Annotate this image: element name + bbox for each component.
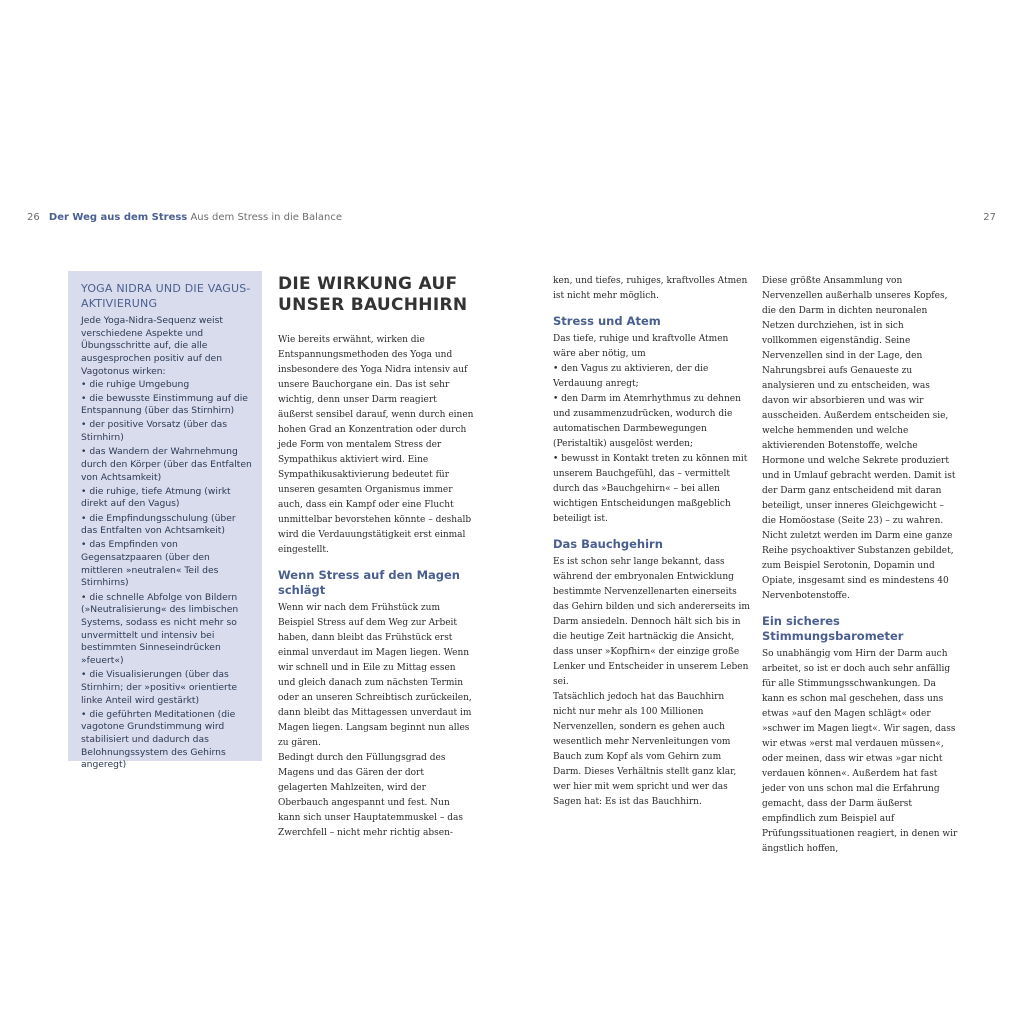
- right-page-number: 27: [983, 212, 996, 223]
- sidebar-list-item: • das Empfinden von Gegensatzpaaren (über den mittleren »neutralen« Teil des Stirnhirns): [81, 539, 219, 589]
- section-title: Der Weg aus dem Stress: [48, 212, 188, 223]
- bullet-item: • den Vagus zu aktivieren, der die Verdauung anregt;: [553, 364, 709, 389]
- sidebar-intro: Jede Yoga-Nidra-Sequenz weist verschiedene Aspekte und Übungsschritte auf, die alle ausgesprochen positiv auf den Vagotonus wirken:: [81, 315, 224, 377]
- sidebar-list-item: • der positive Vorsatz (über das Stirnhirn): [81, 419, 228, 444]
- paragraph: ken, und tiefes, ruhiges, kraftvolles Atmen ist nicht mehr möglich.: [553, 276, 748, 301]
- paragraph: Tatsächlich jedoch hat das Bauchhirn nicht nur mehr als 100 Millionen Nervenzellen, sondern es gehen auch wesentlich mehr Nervenleitungen vom Bauch zum Kopf als vom Gehirn zum Darm. Dieses Verhältnis stellt ganz klar, wer hier mit wem spricht und wer das Sagen hat: Es ist das Bauchhirn.: [553, 692, 737, 807]
- paragraph: Es ist schon sehr lange bekannt, dass während der embryonalen Entwicklung bestimmte Nervenzellenarten einerseits das Gehirn bilden und sich andererseits im Darm ansiedeln. Dennoch hält sich bis in die heutige Zeit hartnäckig die Ansicht, dass unser »Kopfhirn« der einzige große Lenker und Entscheider in unserem Leben sei.: [553, 557, 750, 687]
- paragraph: Wenn wir nach dem Frühstück zum Beispiel Stress auf dem Weg zur Arbeit haben, dann bleibt das Frühstück erst einmal unverdaut im Magen liegen. Wenn wir schnell und in Eile zu Mittag essen und gleich danach zum nächsten Termin oder an unseren Schreibtisch zurückeilen, dann bleibt das Mittagessen unverdaut im Magen liegen. Langsam beginnt nun alles zu gären.: [278, 603, 472, 748]
- subheading-magen: Wenn Stress auf den Magen schlägt: [278, 568, 460, 597]
- sidebar-list-item: • die geführten Meditationen (die vagotone Grundstimmung wird stabilisiert und dadurch das Belohnungssystem des Gehirns angeregt): [81, 708, 236, 771]
- paragraph: Diese größte Ansammlung von Nervenzellen außerhalb unseres Kopfes, die den Darm in dichten neuronalen Netzen durchziehen, ist in sich vollkommen eigenständig. Seine Nervenzellen sind in der Lage, den Nahrungsbrei aufs Genaueste zu analysieren und zu entscheiden, was davon wir absorbieren und was wir ausscheiden. Außerdem entscheiden sie, welche hemmenden und welche aktivierenden Botenstoffe, welche Hormone und welche Sekrete produziert und in Umlauf gebracht werden. Damit ist der Darm ganz entscheidend mit daran beteiligt, unser inneres Gleichgewicht – die Homöostase (Seite 23) – zu wahren. Nicht zuletzt werden im Darm eine ganze Reihe psychoaktiver Substanzen gebildet, zum Beispiel Serotonin, Dopamin und Opiate, insgesamt sind es mindestens 40 Nervenbotenstoffe.: [762, 276, 956, 601]
- sidebar-list-item: • die Empfindungsschulung (über das Entfalten von Achtsamkeit): [81, 512, 236, 537]
- sidebar-list-item: • die schnelle Abfolge von Bildern (»Neutralisierung« des limbischen Systems, sodass es nicht mehr so unvermittelt und intensiv bei bestimmten Sinneseindrücken »feuert«): [81, 591, 239, 667]
- subheading-atem: Stress und Atem: [553, 314, 661, 328]
- subheading-barometer: Ein sicheres Stimmungsbarometer: [762, 614, 904, 643]
- intro-paragraph: Wie bereits erwähnt, wirken die Entspannungsmethoden des Yoga und insbesondere des Yoga Nidra intensiv auf unsere Bauchorgane ein. Das ist sehr wichtig, denn unser Darm reagiert äußerst sensibel darauf, wenn durch einen hohen Grad an Konzentration oder durch jede Form von mentalem Stress der Sympathikus aktiviert wird. Eine Sympathikusaktivierung bedeutet für unseren gesamten Organismus immer auch, dass ein Kampf oder eine Flucht unmittelbar bevorstehen könnte – deshalb wird die Verdauungstätigkeit erst einmal eingestellt.: [278, 335, 474, 555]
- bullet-item: • den Darm im Atemrhythmus zu dehnen und zusammenzudrücken, wodurch die automatischen Darmbewegungen (Peristaltik) ausgelöst werden;: [553, 394, 741, 449]
- left-page-number: 26: [27, 212, 40, 223]
- sidebar-list: [81, 379, 254, 773]
- paragraph: Das tiefe, ruhige und kraftvolle Atmen wäre aber nötig, um: [553, 334, 729, 359]
- sidebar-list-item: • die ruhige Umgebung: [81, 378, 190, 390]
- sidebar-list-item: • das Wandern der Wahrnehmung durch den Körper (über das Entfalten von Achtsamkeit): [81, 446, 252, 483]
- paragraph: So unabhängig vom Hirn der Darm auch arbeitet, so ist er doch auch sehr anfällig für alle Stimmungsschwankungen. Da kann es schon mal geschehen, dass uns etwas »auf den Magen schlägt« oder »schwer im Magen liegt«. Wir sagen, dass wir etwas »erst mal verdauen müssen«, oder meinen, dass wir etwas »gar nicht verdauen können«. Außerdem hat fast jeder von uns schon mal die Erfahrung gemacht, dass der Darm äußerst empfindlich zum Beispiel auf Prüfungssituationen reagiert, in denen wir ängstlich hoffen,: [762, 649, 958, 854]
- text-column-3: [762, 274, 960, 857]
- sidebar-title: YOGA NIDRA UND DIE VAGUS-AKTIVIERUNG: [81, 282, 251, 310]
- text-column-1: [278, 274, 474, 841]
- article-title: DIE WIRKUNG AUF UNSER BAUCHHIRN: [278, 274, 468, 315]
- sidebar-list-item: • die ruhige, tiefe Atmung (wirkt direkt auf den Vagus): [81, 485, 231, 510]
- sidebar-list-item: • die Visualisierungen (über das Stirnhirn; der »positiv« orientierte linke Anteil wird gestärkt): [81, 669, 238, 706]
- sidebar-list-item: • die bewusste Einstimmung auf die Entspannung (über das Stirnhirn): [81, 392, 248, 417]
- running-header: [27, 212, 342, 223]
- subsection-title: Aus dem Stress in die Balance: [190, 212, 342, 223]
- text-column-2: [553, 274, 750, 810]
- sidebar-box: [68, 271, 262, 771]
- bullet-item: • bewusst in Kontakt treten zu können mit unserem Bauchgefühl, das – vermittelt durch das »Bauchgehirn« – bei allen wichtigen Entscheidungen maßgeblich beteiligt ist.: [553, 454, 748, 524]
- paragraph: Bedingt durch den Füllungsgrad des Magens und das Gären der dort gelagerten Mahlzeiten, wird der Oberbauch angespannt und fest. Nun kann sich unser Hauptatemmuskel – das Zwerchfell – nicht mehr richtig absen-: [278, 753, 463, 838]
- subheading-bauchgehirn: Das Bauchgehirn: [553, 537, 663, 551]
